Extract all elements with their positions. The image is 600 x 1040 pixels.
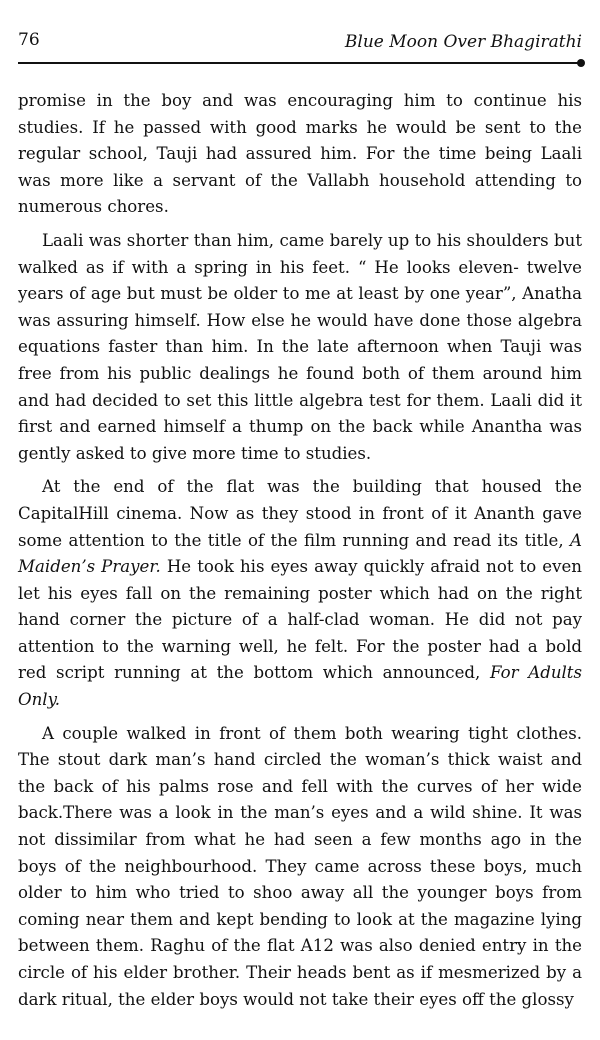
page-number: 76 bbox=[18, 30, 40, 50]
book-page bbox=[18, 22, 586, 1009]
paragraph-2: Laali was shorter than him, came barely up to his shoulders but walked as if with a spring in his feet. “ He looks eleven- twelve years of age but must be older to me at least by one year”, Anatha was assuring himself. How else he would have done those algebra equations faster than him. In the late afternoon when Tauji was free from his public dealings he found both of them around him and had decided to set this little algebra test for them. Laali did it first and earned himself a thump on the back while Anantha was gently asked to give more time to studies. bbox=[18, 230, 582, 463]
paragraph-3-text-a: At the end of the flat was the building that housed the CapitalHill cinema. Now as they stood in front of it Ananth gave some attention to the title of the film running and read its title, bbox=[18, 477, 582, 550]
paragraph-1: promise in the boy and was encouraging him to continue his studies. If he passed with good marks he would be sent to the regular school, Tauji had assured him. For the time being Laali was more like a servant of the Vallabh household attending to numerous chores. bbox=[18, 91, 582, 217]
adults-only-notice: For Adults Only. bbox=[18, 663, 582, 710]
header-rule bbox=[18, 62, 582, 64]
header-rule-ornament bbox=[577, 59, 585, 67]
paragraph-4: A couple walked in front of them both wearing tight clothes. The stout dark man’s hand circled the woman’s thick waist and the back of his palms rose and fell with the curves of her wide back.There was a look in the man’s eyes and a wild shine. It was not dissimilar from what he had seen a few months ago in the boys of the neighbourhood. They came across these boys, much older to him who tried to shoo away all the younger boys from coming near them and kept bending to look at the magazine lying between them. Raghu of the flat A12 was also denied entry in the circle of his elder brother. Their heads bent as if mesmerized by a dark ritual, the elder boys would not take their eyes off the glossy bbox=[18, 723, 582, 1009]
film-title: A Maiden’s Prayer. bbox=[18, 530, 583, 577]
running-head bbox=[18, 22, 586, 52]
body-text bbox=[18, 88, 582, 1020]
book-title: Blue Moon Over Bhagirathi bbox=[344, 32, 582, 52]
paragraph-3-text-b: He took his eyes away quickly afraid not to even let his eyes fall on the remaining poster which had on the right hand corner the picture of a half-clad woman. He did not pay attention to the warning well, he felt. For the poster had a bold red script running at the bottom which announced, bbox=[18, 557, 582, 683]
paragraph-3 bbox=[18, 474, 582, 713]
